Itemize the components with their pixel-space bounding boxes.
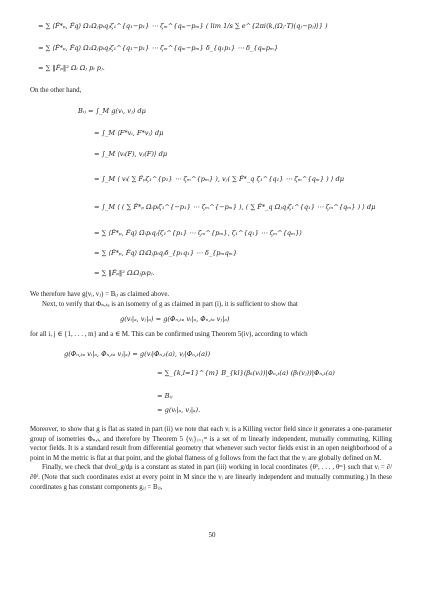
equation-line: = ∑ ⟨F̂*ₚ, F̂q⟩ Ωᵢpᵢqⱼ⟨ζ₁^{p₁} ⋯ ζₘ^{pₘ}, ζ₁^{q₁} ⋯ ζₘ^{qₘ}⟩ <box>94 229 302 237</box>
equation-line: = Bᵢⱼ <box>157 392 173 400</box>
equation-line: = ∫_M ⟨ ( ∑ F̂*ₚ Ωᵢpᵢζ₁^{−p₁} ⋯ ζₘ^{−pₘ} ), ( ∑ F̂*_q Ωⱼqⱼζ₁^{q₁} ⋯ ζₘ^{qₘ} ) ⟩ dμ <box>94 203 376 211</box>
paragraph: We therefore have g(vᵢ, vⱼ) = Bᵢⱼ as claimed above. Next, to verify that Φₙ,ₜₐ is an isometry of g as claimed in part (i), it is sufficient to show that <box>30 291 298 308</box>
equation-line: = ∑ ⟨F̂*ₚ, F̂q⟩ Ω₁Ωⱼpᵢqⱼζ₁^{q₁−p₁} ⋯ ζₘ^{qₘ−pₘ} ( lim 1/s ∑ e^{2πi⟨k,(Ωⱼ·T)(qⱼ−pⱼ)⟩} ) <box>38 22 328 30</box>
paragraph: for all i, j ∈ {1, . . . , m} and a ∈ M. This can be confirmed using Theorem 5(iv), according to which <box>30 331 308 338</box>
page-number: 50 <box>208 531 216 539</box>
equation-line: = ∑ ‖F̂ₚ‖² Ωᵢ Ωⱼ pᵢ pⱼ. <box>38 64 105 72</box>
paragraph: On the other hand, <box>30 87 82 94</box>
equation-line: = ∑ ⟨F̂*ₚ, F̂q⟩ ΩᵢΩⱼpᵢqⱼδ_{p₁q₁} ⋯ δ_{pₘqₘ} <box>94 249 238 257</box>
equation-line: = ∫_M ⟨ vᵢ( ∑ F̂ₚζ₁^{p₁} ⋯ ζₘ^{pₘ} ), vⱼ( ∑ F̂*_q ζ₁^{q₁} ⋯ ζₘ^{qₘ} ) ⟩ dμ <box>94 175 344 183</box>
equation-line: Bᵢⱼ = ∫_M g(vᵢ, vⱼ) dμ <box>78 107 146 115</box>
equation-line: = ∑ ⟨F̂*ₚ, F̂q⟩ Ω₁Ωⱼpᵢqⱼζ₁^{q₁−p₁} ⋯ ζₘ^{qₘ−pₘ} δ_{q₁p₁} ⋯ δ_{qₘpₘ} <box>38 44 279 52</box>
equation-line: = ∫_M ⟨vᵢ(F), vⱼ(F)⟩ dμ <box>94 150 168 158</box>
equation-line: = ∫_M ⟨F*vᵢ, F*vⱼ⟩ dμ <box>94 129 164 137</box>
equation-line: g(vᵢ|ₐ, vⱼ|ₐ) = g(Φₙ,ₜₐ vᵢ|ₐ, Φₙ,ₜₐ vⱼ|ₐ) <box>120 315 230 323</box>
equation-line: g(Φₙ,ₜₐ vᵢ|ₐ, Φₙ,ₜₐ vⱼ|ₐ) = g(vᵢ|Φₙ,ₜ(a), vⱼ|Φₙ,ₜ(a)) <box>64 350 211 358</box>
equation-line: = ∑ ‖F̂ₚ‖² ΩᵢΩⱼpᵢpⱼ. <box>94 269 155 277</box>
equation-line: = g(vᵢ|ₐ, vⱼ|ₐ). <box>157 406 201 414</box>
paragraph: Moreover, to show that g is flat as stated in part (ii) we note that each vᵢ is a Killing vector field since it generates a one-parameter group of isometries Φₙ,ₜ, and therefore by Theorem 5 {vᵢ}ᵢ₌₁ᵐ is a set of m linearly independent, mutually commuting, Killing vector fields. It is a standard result from differential geometry that whenever such vector fields exist in an open neighborhood of a point in M the metric is flat at that point, and the global flatness of g follows from the fact that the vᵢ are globally defined on M. Finally, we check that dvol_g/dμ is a constant as stated in part (iii) working in local coordinates {θ¹, . . . , θᵐ} such that vᵢ = ∂/∂θⁱ. (Note that such coordinates exist at every point in M since the vᵢ are linearly independent and mutually commuting.) In these coordinates g has constant components gᵢⱼ = Bᵢⱼ, <box>30 426 392 491</box>
equation-line: = ∑_{k,l=1}^{m} B_{kl}(βₖ(vᵢ))|Φₙ,ₜ(a) (βₗ(vⱼ))|Φₙ,ₜ(a) <box>157 369 335 377</box>
